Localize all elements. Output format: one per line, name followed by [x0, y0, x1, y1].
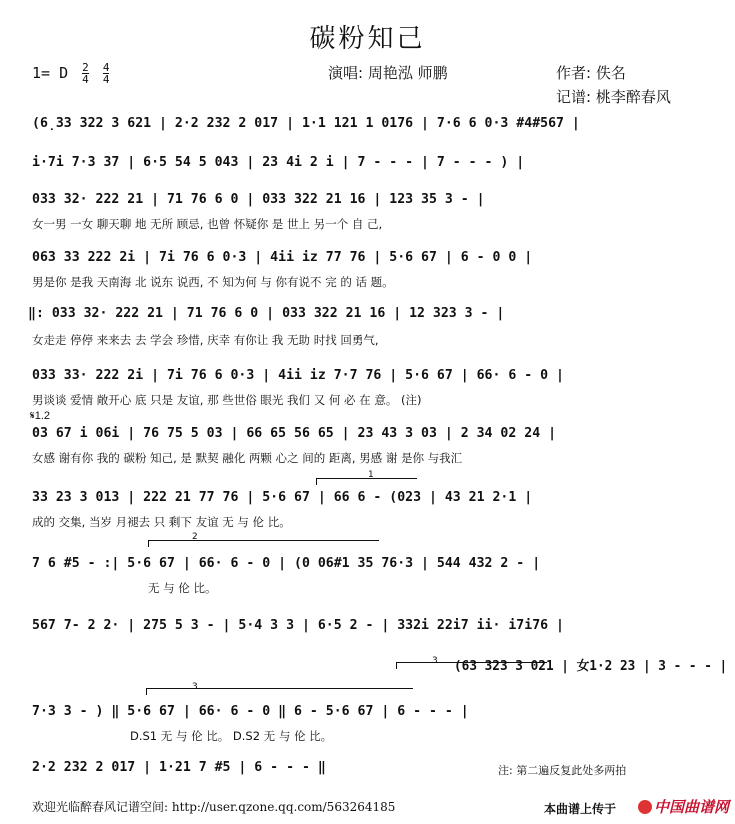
score-line-12: 7·3 3 - ) ‖ 5·6 67 | 66· 6 - 0 ‖ 6 - 5·6 67 | 6 - - - | — [32, 704, 469, 719]
lyrics-line-6: 男谈谈 爱情 敞开心 底 只是 友谊, 那 些世俗 眼光 我们 又 何 必 在 意。 (注) — [32, 393, 422, 407]
tuplet-bracket-2 — [146, 688, 413, 695]
lyrics-line-9: 无 与 伦 比。 — [148, 581, 217, 595]
volta-bracket-1 — [316, 478, 417, 485]
page-title: 碳粉知己 — [309, 24, 426, 54]
lyrics-line-3: 女一男 一女 聊天聊 地 无所 顾忌, 也曾 怀疑你 是 世上 另一个 自 己, — [32, 217, 383, 231]
globe-icon — [638, 800, 652, 814]
footer-link[interactable]: 欢迎光临醉春风记谱空间: http://user.qzone.qq.com/563264185 — [32, 800, 396, 814]
score-line-7: 03 67 i 06i | 76 75 5 03 | 66 65 56 65 | 23 43 3 03 | 2 34 02 24 | — [32, 426, 557, 441]
score-line-8: 33 23 3 013 | 222 21 77 76 | 5·6 67 | 66 6 - (023 | 43 21 2·1 | — [32, 490, 533, 505]
score-line-6: 033 33· 222 2i | 7i 76 6 0·3 | 4ii iz 7·7 76 | 5·6 67 | 66· 6 - 0 | — [32, 368, 564, 383]
time-signature-4-4: $\frac{4}{4}$ — [102, 61, 110, 86]
volta-label-1: 1 — [368, 470, 374, 480]
time-signature-2-4: $\frac{2}{4}$ — [82, 61, 89, 86]
score-line-13: 2·2 232 2 017 | 1·21 7 #5 | 6 - - - ‖ — [32, 760, 326, 775]
upload-label: 本曲谱上传于 — [544, 802, 617, 816]
score-line-5: ‖: 033 32· 222 21 | 71 76 6 0 | 033 322 21 16 | 12 323 3 - | — [28, 306, 505, 321]
composer: 作者: 佚名 — [556, 64, 626, 82]
transcriber: 记谱: 桃李醉春风 — [556, 88, 671, 106]
site-logo[interactable] — [638, 796, 729, 817]
tuplet-label-1: 3 — [432, 656, 438, 666]
score-line-10: 567 7- 2 2· | 275 5 3 - | 5·4 3 3 | 6·5 2 - | 332i 22i7 ii· i7i76 | — [32, 618, 564, 633]
score-line-4: 063 33 222 2i | 7i 76 6 0·3 | 4ii iz 77 76 | 5·6 67 | 6 - 0 0 | — [32, 250, 533, 265]
lyrics-line-4: 男是你 是我 天南海 北 说东 说西, 不 知为何 与 你有说不 完 的 话 题。 — [32, 275, 394, 289]
site-logo-text: 中国曲谱网 — [653, 798, 729, 816]
lyrics-line-5: 女走走 停停 来来去 去 学会 珍惜, 庆幸 有你让 我 无助 时找 回勇气, — [32, 333, 379, 347]
volta-label-2: 2 — [192, 532, 198, 542]
rehearsal-mark: 𝄋1.2 — [30, 410, 51, 422]
score-line-11: (63 323 3 021 | 女1·2 23 | 3 - - - | — [454, 659, 728, 674]
key-signature — [32, 62, 109, 85]
score-line-3: 033 32· 222 21 | 71 76 6 0 | 033 322 21 16 | 123 35 3 - | — [32, 192, 485, 207]
lyrics-line-12: D.S1 无 与 伦 比。 D.S2 无 与 伦 比。 — [130, 729, 333, 743]
score-line-1: (6̣33 322 3 621 | 2·2 232 2 017 | 1·1 121 1 0176 | 7·6 6 0·3 #4#567 | — [32, 116, 580, 131]
lyrics-line-7: 女感 谢有你 我的 碳粉 知己, 是 默契 融化 两颗 心之 间的 距离, 男感 谢 是你 与我汇 — [32, 451, 463, 465]
footnote: 注: 第二遍反复此处多两拍 — [498, 764, 627, 777]
lyrics-line-8: 成的 交集, 当岁 月褪去 只 剩下 友谊 无 与 伦 比。 — [32, 515, 291, 529]
key-label: 1= D — [32, 64, 69, 82]
score-line-2: i·7i 7·3 37 | 6·5 54 5 043 | 23 4i 2 i | 7 - - - | 7 - - - ) | — [32, 155, 525, 170]
tuplet-label-2: 3 — [192, 682, 198, 692]
volta-bracket-2 — [148, 540, 379, 547]
singers: 演唱: 周艳泓 师鹏 — [328, 64, 448, 82]
score-line-9: 7 6 #5 - :| 5·6 67 | 66· 6 - 0 | (0 06#1 35 76·3 | 544 432 2 - | — [32, 556, 541, 571]
